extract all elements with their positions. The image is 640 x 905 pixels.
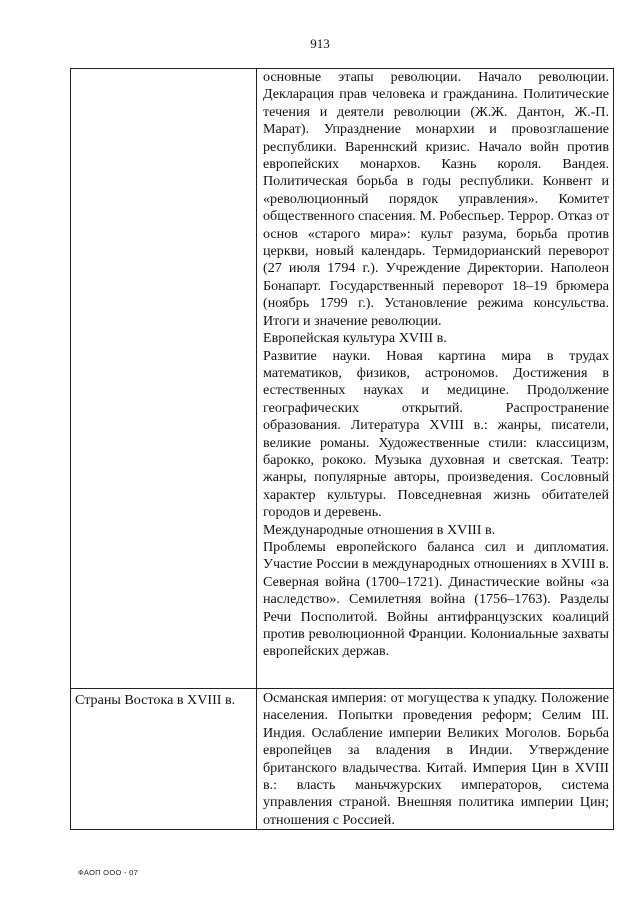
topic-cell-east: Страны Востока в XVIII в. xyxy=(75,692,236,708)
row-divider xyxy=(71,688,613,689)
paragraph-international-relations: Проблемы европейского баланса сил и дипломатия. Участие России в международных отношениях в XVIII в. Северная война (1700–1721). Династические войны «за наследство». Семилетняя война (1756–1763). Разделы Речи Посполитой. Войны антифранцузских коалиций против революционной Франции. Колониальные захваты европейских держав. xyxy=(263,538,609,660)
paragraph-revolution: основные этапы революции. Начало революции. Декларация прав человека и гражданина. Политические течения и деятели революции (Ж.Ж. Дантон, Ж.-П. Марат). Упразднение монархии и провозглашение республики. Вареннский кризис. Начало войн против европейских монархов. Казнь короля. Вандея. Политическая борьба в годы республики. Конвент и «революционный порядок управления». Комитет общественного спасения. М. Робеспьер. Террор. Отказ от основ «старого мира»: культ разума, борьба против церкви, новый календарь. Термидорианский переворот (27 июля 1794 г.). Учреждение Директории. Наполеон Бонапарт. Государственный переворот 18–19 брюмера (ноябрь 1799 г.). Установление режима консульства. Итоги и значение революции. xyxy=(263,69,609,329)
curriculum-table xyxy=(70,68,614,830)
content-cell-row-1 xyxy=(263,69,609,661)
document-code-footer: ФАОП ООО - 07 xyxy=(78,868,139,877)
paragraph-european-culture: Развитие науки. Новая картина мира в трудах математиков, физиков, астрономов. Достижения в естественных науках и медицине. Продолжение географических открытий. Распространение образования. Литература XVIII в.: жанры, писатели, великие романы. Художественные стили: классицизм, барокко, рококо. Музыка духовная и светская. Театр: жанры, популярные авторы, произведения. Сословный характер культуры. Повседневная жизнь обитателей городов и деревень. xyxy=(263,347,609,521)
page-number: 913 xyxy=(310,36,330,51)
paragraph-east: Османская империя: от могущества к упадку. Положение населения. Попытки проведения реформ; Селим III. Индия. Ослабление империи Великих Моголов. Борьба европейцев за владения в Индии. Утверждение британского владычества. Китай. Империя Цин в XVIII в.: власть маньчжурских императоров, система управления страной. Внешняя политика империи Цин; отношения с Россией. xyxy=(263,690,609,828)
heading-international-relations: Международные отношения в XVIII в. xyxy=(263,521,496,538)
content-cell-row-2 xyxy=(263,690,609,829)
column-divider xyxy=(256,69,257,829)
heading-european-culture: Европейская культура XVIII в. xyxy=(263,330,447,347)
